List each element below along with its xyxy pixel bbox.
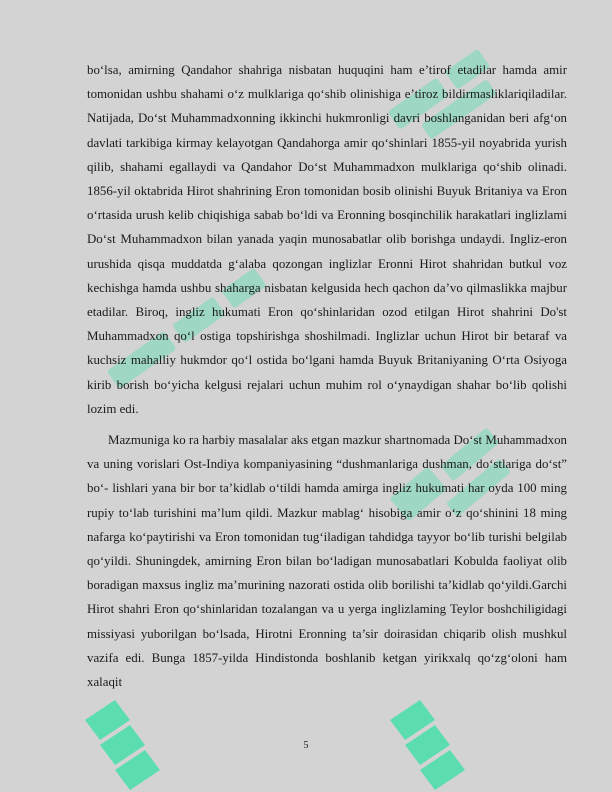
page-number: 5 — [303, 740, 309, 751]
paragraph: bo‘lsa, amirning Qandahor shahriga nisbatan huquqini ham e’tirof etadilar hamda amir tomonidan ushbu shahami o‘z mulklariga qo‘shib olinishiga e’tiroz bildirmasliklariqiladilar. Natijada, Do‘st Muhammadxonning ikkinchi hukmronligi davri boshlanganidan beri afg‘on davlati tarkibiga kirmay kelayotgan Qandahorga amir qo‘shinlari 1855-yil noyabrida yurish qilib, shahami egallaydi va Qandahor Do‘st Muhammadxon mulklariga qo‘shib olinadi. 1856-yil oktabrida Hirot shahrining Eron tomonidan bosib olinishi Buyuk Britaniya va Eron o‘rtasida urush kelib chiqishiga sabab bo‘ldi va Eronning bosqinchilik harakatlari inglizlami Do‘st Muhammadxon bilan yanada yaqin munosabatlar olib borishga undaydi. Ingliz-eron urushida qisqa muddatda g‘alaba qozongan inglizlar Eronni Hirot shahridan butkul voz kechishga hamda ushbu shaharga nisbatan kelgusida hech qachon da’vo qilmaslikka majbur etadilar. Biroq, ingliz hukumati Eron qo‘shinlaridan ozod etilgan Hirot shahrini Do'st Muhammadxon qo‘l ostiga topshirishga shoshilmadi. Inglizlar uchun Hirot bir betaraf va kuchsiz mahalliy hukmdor qo‘l ostida bo‘lgani hamda Buyuk Britaniyaning O‘rta Osiyoga kirib borish bo‘yicha kelgusi rejalari uchun muhim rol o‘ynaydigan shahar bo‘lib qolishi lozim edi. — [87, 63, 567, 416]
paragraph: Mazmuniga ko ra harbiy masalalar aks etgan mazkur shartnomada Do‘st Muhammadxon va uning vorislari Ost-Indiya kompaniyasining “dushmanlariga dushman, do‘stlariga do‘st” bo‘- lishlari yana bir bor ta’kidlab o‘tildi hamda amirga ingliz hukumati har oyda 100 ming rupiy to‘lab turishini ma’lum qildi. Mazkur mablag‘ hisobiga amir o‘z qo‘shinini 18 ming nafarga ko‘paytirishi va Eron tomonidan tug‘iladigan tahdidga tayyor bo‘lib turishi belgilab qo‘yildi. Shuningdek, amirning Eron bilan bo‘ladigan munosabatlari Kobulda faoliyat olib boradigan maxsus ingliz ma’murining nazorati ostida olib borilishi ta’kidlab qo‘yildi.Garchi Hirot shahri Eron qo‘shinlaridan tozalangan va u yerga inglizlaming Teylor boshchiligidagi missiyasi yuborilgan bo‘lsada, Hirotni Eronning ta’sir doirasidan chiqarib olish mushkul vazifa edi. Bunga 1857-yilda Hindistonda boshlanib ketgan yirikxalq qo‘zg‘oloni ham xalaqit — [87, 433, 567, 690]
body-text — [87, 58, 567, 694]
